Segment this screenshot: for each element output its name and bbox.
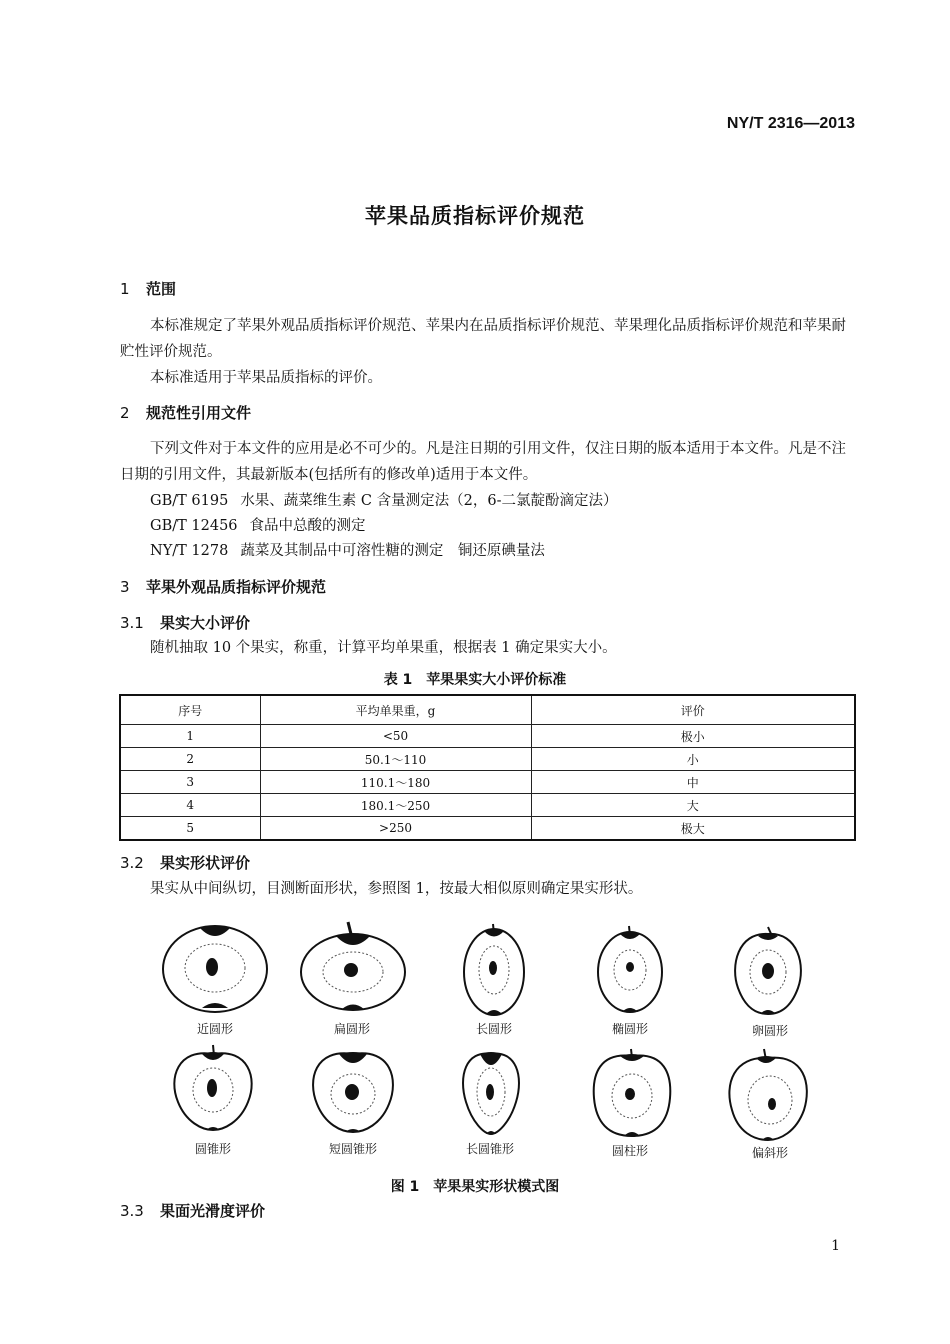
apple-shape-long-conical — [458, 1046, 524, 1138]
section-2-heading — [120, 402, 251, 423]
table-cell: 极小 — [531, 725, 855, 748]
standard-number: NY/T 2316—2013 — [726, 115, 855, 132]
section-3-3-heading — [120, 1200, 265, 1221]
table-cell: 4 — [120, 794, 260, 817]
column-header: 平均单果重，g — [260, 695, 531, 725]
apple-shape-conical — [168, 1044, 258, 1134]
apple-shape-elliptical — [596, 924, 664, 1016]
table-cell: 2 — [120, 748, 260, 771]
figure-caption: 图 1 苹果果实形状模式图 — [390, 1179, 560, 1195]
table-cell: 50.1～110 — [260, 748, 531, 771]
section-number: 3.1 — [120, 614, 144, 632]
apple-shape-cylindrical — [590, 1048, 674, 1140]
section-number: 3 — [120, 578, 130, 596]
table-row — [120, 771, 855, 794]
reference-code: GB/T 6195 — [150, 493, 229, 509]
section-title: 果面光滑度评价 — [160, 1202, 266, 1220]
section-1-paragraph-1: 本标准规定了苹果外观品质指标评价规范、苹果内在品质指标评价规范、苹果理化品质指标评价规范和苹果耐贮性评价规范。 — [120, 318, 846, 360]
section-number: 1 — [120, 280, 130, 298]
section-number: 2 — [120, 404, 130, 422]
section-1-heading — [120, 278, 176, 299]
reference-code: NY/T 1278 — [150, 543, 229, 559]
table-cell: 180.1～250 — [260, 794, 531, 817]
section-1-paragraph-2: 本标准适用于苹果品质指标的评价。 — [150, 370, 382, 386]
table-row — [120, 817, 855, 841]
reference-item — [150, 489, 617, 510]
section-3-heading — [120, 576, 326, 597]
reference-item — [150, 514, 366, 535]
page-number: 1 — [831, 1238, 840, 1254]
table-cell: <50 — [260, 725, 531, 748]
table-cell: 5 — [120, 817, 260, 841]
reference-code: GB/T 12456 — [150, 518, 238, 534]
table-cell: 大 — [531, 794, 855, 817]
table-cell: 极大 — [531, 817, 855, 841]
shape-label: 长圆形 — [475, 1022, 512, 1036]
reference-item — [150, 539, 545, 560]
apple-shape-short-conical — [305, 1044, 401, 1136]
section-number: 3.3 — [120, 1202, 144, 1220]
shape-label: 椭圆形 — [611, 1022, 648, 1036]
page-title: 苹果品质指标评价规范 — [365, 204, 585, 228]
table-cell: 3 — [120, 771, 260, 794]
table-caption: 表 1 苹果果实大小评价标准 — [383, 672, 567, 688]
shape-label: 长圆锥形 — [465, 1142, 514, 1156]
fruit-size-table — [119, 694, 856, 841]
apple-shape-oblate — [298, 920, 408, 1012]
section-3-1-paragraph: 随机抽取 10 个果实，称重，计算平均单果重，根据表 1 确定果实大小。 — [150, 640, 617, 656]
apple-shape-near-round — [160, 922, 270, 1014]
shape-label: 卵圆形 — [751, 1024, 788, 1038]
section-number: 3.2 — [120, 854, 144, 872]
shape-label: 短圆锥形 — [328, 1142, 377, 1156]
shape-label: 圆锥形 — [194, 1142, 231, 1156]
section-title: 范围 — [146, 280, 177, 298]
table-cell: >250 — [260, 817, 531, 841]
shape-label: 圆柱形 — [611, 1144, 648, 1158]
column-header: 评价 — [531, 695, 855, 725]
table-row — [120, 794, 855, 817]
section-3-2-heading — [120, 852, 250, 873]
section-title: 苹果外观品质指标评价规范 — [146, 578, 327, 596]
section-title: 果实大小评价 — [160, 614, 251, 632]
shape-label: 扁圆形 — [333, 1022, 370, 1036]
shape-label: 近圆形 — [196, 1022, 233, 1036]
table-row — [120, 725, 855, 748]
table-cell: 中 — [531, 771, 855, 794]
reference-name: 水果、蔬菜维生素 C 含量测定法（2，6-二氯靛酚滴定法） — [240, 493, 618, 509]
table-header-row — [120, 695, 855, 725]
section-title: 果实形状评价 — [160, 854, 251, 872]
apple-shape-oblique — [724, 1048, 812, 1144]
column-header: 序号 — [120, 695, 260, 725]
table-cell: 小 — [531, 748, 855, 771]
section-title: 规范性引用文件 — [146, 404, 252, 422]
reference-name: 食品中总酸的测定 — [249, 518, 366, 534]
table-cell: 110.1～180 — [260, 771, 531, 794]
reference-name: 蔬菜及其制品中可溶性糖的测定 铜还原碘量法 — [240, 543, 545, 559]
apple-shape-oblong — [462, 922, 526, 1018]
section-3-1-heading — [120, 612, 250, 633]
section-3-2-paragraph: 果实从中间纵切，目测断面形状，参照图 1，按最大相似原则确定果实形状。 — [150, 881, 643, 897]
table-cell: 1 — [120, 725, 260, 748]
shape-label: 偏斜形 — [751, 1146, 788, 1160]
section-2-paragraph-1: 下列文件对于本文件的应用是必不可少的。凡是注日期的引用文件，仅注日期的版本适用于本文件。凡是不注日期的引用文件，其最新版本(包括所有的修改单)适用于本文件。 — [120, 441, 846, 483]
table-row — [120, 748, 855, 771]
apple-shape-ovate — [728, 926, 808, 1018]
